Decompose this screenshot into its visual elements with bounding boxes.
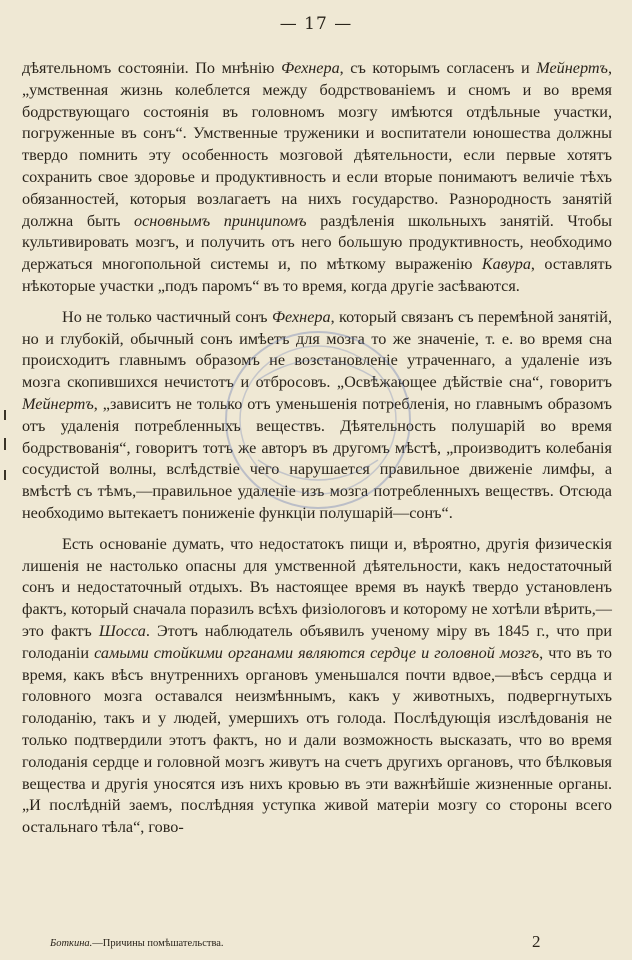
text-run: , что въ то время, какъ вѣсъ внутреннихъ органовъ уменьшался почти вдвое,—вѣсъ сердца и головного мозга оставался неизмѣннымъ, какъ у животныхъ, подвергнутыхъ голоданію, такъ и у людей, умершихъ отъ голода. Послѣдующія изслѣдованія не только подтвердили этотъ фактъ, но и дали возможность высказать, что во время голоданія сердце и головной мозгъ живутъ на счетъ другихъ органовъ, что бѣлковыя вещества и другія уносятся изъ нихъ кровью въ эти важнѣйшіе жизненные органы. „И послѣдній заемъ, послѣдняя уступка живой матеріи мозгу со стороны всего остальнаго тѣла“, гово- — [22, 643, 612, 837]
footer-title: —Причины помѣшательства. — [92, 938, 224, 949]
italic-run: Мейнертъ — [22, 394, 94, 413]
text-run: , который связанъ съ перемѣной занятій, но и глубокій, обычный сонъ имѣетъ для мозга то же значеніе, т. е. во время сна происходитъ главнымъ образомъ не возстановленіе утраченнаго, а удаленіе изъ мозга скопившихся нечистотъ и отбросовъ. „Освѣжающее дѣйствіе сна“, говоритъ — [22, 307, 612, 392]
italic-run: Мейнертъ — [536, 59, 608, 77]
paragraph-3 — [22, 534, 612, 839]
italic-run: Фехнера — [281, 59, 340, 77]
italic-run: Фехнера — [271, 307, 331, 326]
italic-run: основнымъ принципомъ — [133, 211, 307, 230]
text-run: , „зависитъ не только отъ уменьшенія потребленія, но главнымъ образомъ отъ удаленія потребленныхъ веществъ. Дѣятельность полушарій во время бодрствованія“, говоритъ тотъ же авторъ въ другомъ мѣстѣ, „производитъ колебанія сосудистой волны, вслѣдствіе чего нарушается правильное движеніе лимфы, а вмѣстѣ съ тѣмъ,—правильное удаленіе изъ мозга потребленныхъ веществъ. Отсюда необходимо вытекаетъ пониженіе функціи полушарій—сонъ“. — [22, 394, 612, 522]
footer-author: Боткина. — [50, 938, 93, 949]
text-run: раздѣленія школьныхъ занятій. Чтобы культивировать мозгъ, и получить отъ него большую продуктивность, необходимо держаться многопольной системы и, по мѣткому выраженію — [22, 211, 612, 274]
body-text — [22, 58, 612, 848]
page-number: — 17 — — [279, 14, 353, 34]
text-run: , съ которымъ согласенъ и — [339, 59, 537, 77]
text-run: Есть основаніе думать, что недостатокъ пищи и, вѣроятно, другія физическія лишенія не настолько опасны для умственной дѣятельности, какъ недостаточный сонъ и недостаточный отдыхъ. Въ настоящее время въ наукѣ твердо установленъ фактъ, который сначала поразилъ всѣхъ физіологовъ и которому не хотѣли вѣрить,—это фактъ — [22, 534, 612, 640]
paragraph-1 — [22, 58, 612, 298]
paragraph-2 — [22, 307, 612, 525]
text-run: . Этотъ наблюдатель объявилъ ученому міру въ 1845 г., что при голоданіи — [22, 621, 612, 662]
margin-marks — [0, 410, 10, 490]
italic-run: самыми стойкими органами являются сердце и головной мозгъ — [94, 643, 540, 662]
sheet-number: 2 — [532, 932, 541, 951]
text-run: дѣятельномъ состояніи. По мнѣнію — [22, 59, 282, 77]
text-run: , „умственная жизнь колеблется между бодрствованіемъ и сномъ и во время бодрствующаго состоянія въ головномъ мозгу имѣются отдѣльные участки, погруженные въ сонъ“. Умственные труженики и воспитатели юношества должны твердо помнить эту особенность мозговой дѣятельности, если первые хотятъ сохранить свое здоровье и продуктивность и если вторые понимаютъ величіе тѣхъ обязанностей, которыя возлагаетъ на нихъ государство. Разнородность занятій должна быть — [22, 59, 612, 230]
text-run: Но не только частичный сонъ — [62, 307, 272, 326]
text-run: , оставлять нѣкоторые участки „подъ паромъ“ въ то время, когда другіе засѣваются. — [22, 255, 612, 295]
italic-run: Шосса — [98, 621, 146, 640]
italic-run: Кавура — [481, 255, 531, 274]
footer-signature — [50, 938, 224, 949]
